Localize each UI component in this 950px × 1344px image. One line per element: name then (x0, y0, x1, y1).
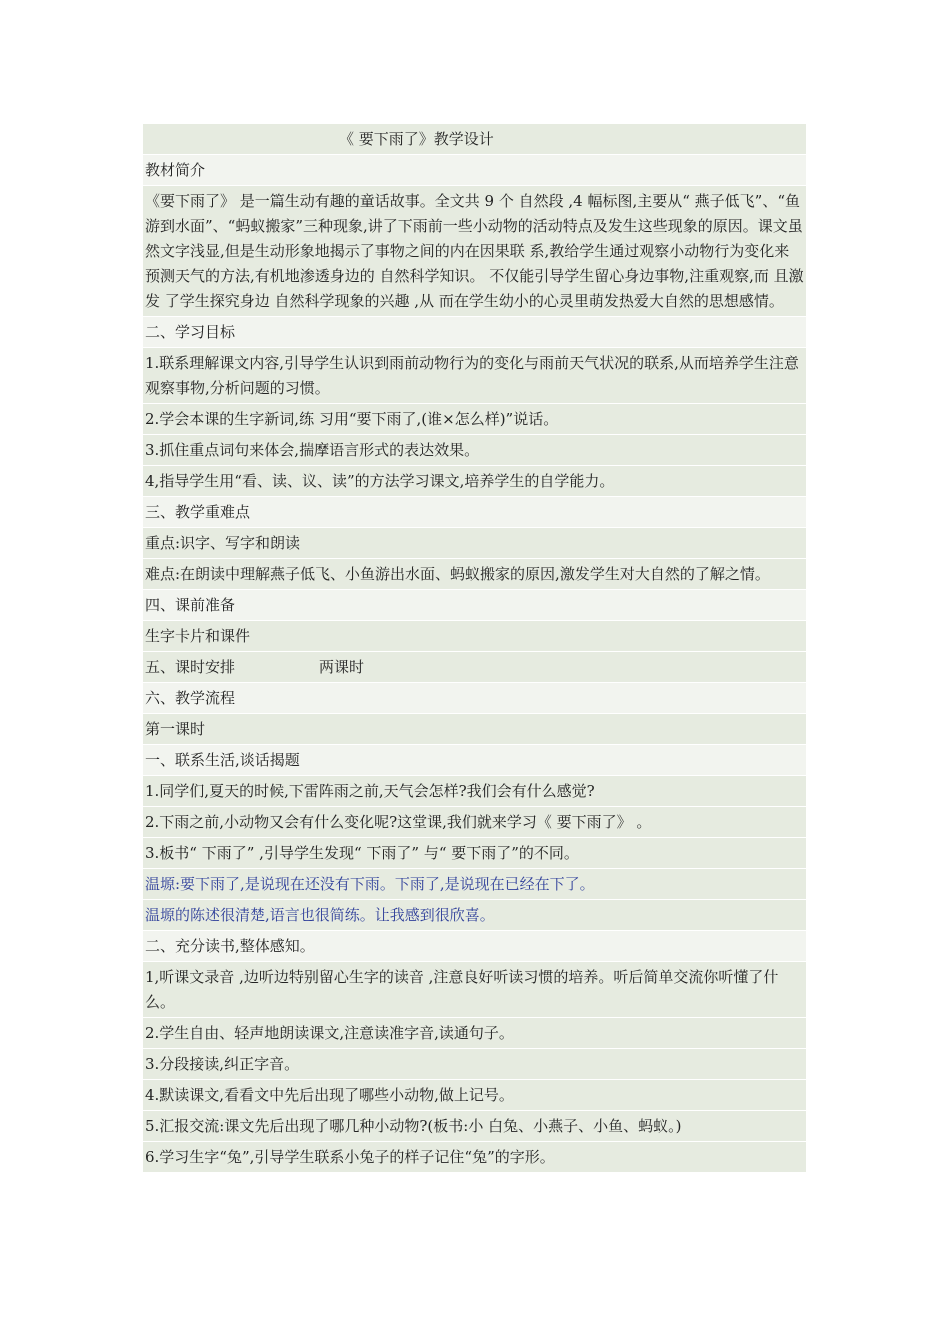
step-heading-1: 一、联系生活,谈话揭题 (143, 745, 806, 776)
schedule-value: 两课时 (319, 658, 365, 676)
preparation-item: 生字卡片和课件 (143, 621, 806, 652)
schedule-label: 五、课时安排 (145, 658, 236, 676)
step-1-item-1: 1.同学们,夏天的时候,下雷阵雨之前,天气会怎样?我们会有什么感觉? (143, 776, 806, 807)
step-2-item-1: 1,听课文录音 ,边听边特别留心生字的读音 ,注意良好听读习惯的培养。听后简单交流你听懂了什么。 (143, 962, 806, 1018)
paragraph-textbook-intro: 《要下雨了》 是一篇生动有趣的童话故事。全文共 9 个 自然段 ,4 幅标图,主要从“ 燕子低飞”、“鱼游到水面”、“蚂蚁搬家”三种现象,讲了下雨前一些小动物的活动特点及发生这些现象的原因。课文虽然文字浅显,但是生动形象地揭示了事物之间的内在因果联 系,教给学生通过观察小动物行为变化来预测天气的方法,有机地渗透身边的 自然科学知识。 不仅能引导学生留心身边事物,注重观察,而 且激发 了学生探究身边 自然科学现象的兴趣 ,从 而在学生幼小的心灵里萌发热爱大自然的思想感情。 (143, 186, 806, 317)
step-heading-2: 二、充分读书,整体感知。 (143, 931, 806, 962)
step-2-item-6: 6.学习生字“兔”,引导学生联系小兔子的样子记住“兔”的字形。 (143, 1142, 806, 1173)
goal-item-1: 1.联系理解课文内容,引导学生认识到雨前动物行为的变化与雨前天气状况的联系,从而培养学生注意观察事物,分析问题的习惯。 (143, 348, 806, 404)
section-heading-key-points: 三、教学重难点 (143, 497, 806, 528)
document-title: 《 要下雨了》教学设计 (143, 124, 806, 155)
step-2-item-4: 4.默读课文,看看文中先后出现了哪些小动物,做上记号。 (143, 1080, 806, 1111)
step-1-item-3: 3.板书“ 下雨了” ,引导学生发现“ 下雨了” 与“ 要下雨了”的不同。 (143, 838, 806, 869)
schedule-row (143, 652, 806, 683)
teacher-note-1: 温塬:要下雨了,是说现在还没有下雨。下雨了,是说现在已经在下了。 (143, 869, 806, 900)
key-point: 重点:识字、写字和朗读 (143, 528, 806, 559)
step-2-item-5: 5.汇报交流:课文先后出现了哪几种小动物?(板书:小 白兔、小燕子、小鱼、蚂蚁。) (143, 1111, 806, 1142)
goal-item-2: 2.学会本课的生字新词,练 习用“要下雨了,(谁×怎么样)”说话。 (143, 404, 806, 435)
goal-item-3: 3.抓住重点词句来体会,揣摩语言形式的表达效果。 (143, 435, 806, 466)
section-heading-textbook-intro: 教材简介 (143, 155, 806, 186)
document-body (143, 124, 806, 1173)
teacher-note-2: 温塬的陈述很清楚,语言也很简练。让我感到很欣喜。 (143, 900, 806, 931)
section-heading-learning-goals: 二、学习目标 (143, 317, 806, 348)
difficult-point: 难点:在朗读中理解燕子低飞、小鱼游出水面、蚂蚁搬家的原因,激发学生对大自然的了解之情。 (143, 559, 806, 590)
section-heading-teaching-flow: 六、教学流程 (143, 683, 806, 714)
goal-item-4: 4,指导学生用“看、读、议、读”的方法学习课文,培养学生的自学能力。 (143, 466, 806, 497)
lesson-one-heading: 第一课时 (143, 714, 806, 745)
section-heading-preparation: 四、课前准备 (143, 590, 806, 621)
step-1-item-2: 2.下雨之前,小动物又会有什么变化呢?这堂课,我们就来学习《 要下雨了》 。 (143, 807, 806, 838)
step-2-item-3: 3.分段接读,纠正字音。 (143, 1049, 806, 1080)
step-2-item-2: 2.学生自由、轻声地朗读课文,注意读准字音,读通句子。 (143, 1018, 806, 1049)
